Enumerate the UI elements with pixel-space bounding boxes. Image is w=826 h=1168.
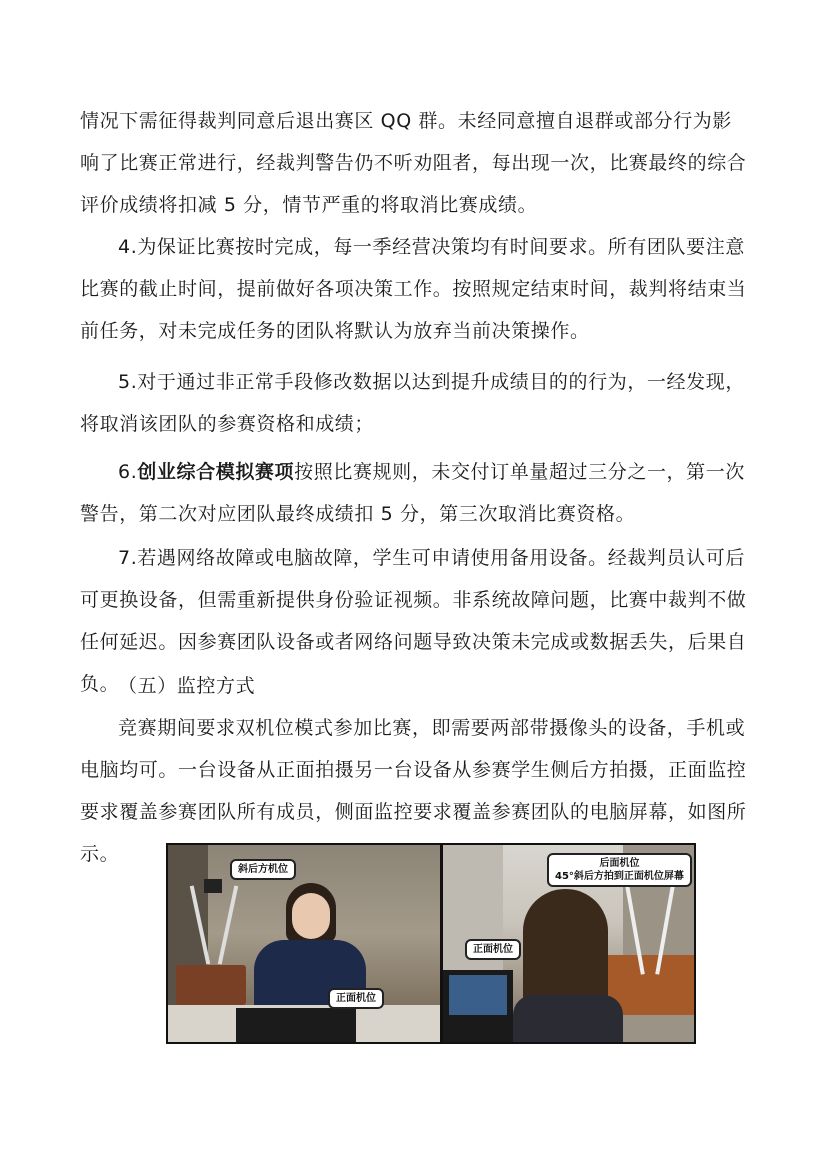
back-camera-label: 后面机位 [599,858,640,869]
front-camera-callout: 正面机位 [328,988,384,1009]
paragraph-equipment-failure: 7.若遇网络故障或电脑故障，学生可申请使用备用设备。经裁判员认可后可更换设备，但需重新提供身份验证视频。非系统故障问题，比赛中裁判不做任何延迟。因参赛团队设备或者网络问题导致决策未完成或数据丢失，后果自负。 [80,547,747,695]
event-name: 创业综合模拟赛项 [137,461,295,483]
paragraph-data-tampering: 5.对于通过非正常手段修改数据以达到提升成绩目的的行为，一经发现，将取消该团队的参赛资格和成绩； [80,371,745,435]
rear-camera-callout: 斜后方机位 [230,859,296,880]
front-camera-callout-right: 正面机位 [465,939,521,960]
section-heading-monitoring: （五）监控方式 [118,675,256,697]
paragraph-group-exit-rule: 情况下需征得裁判同意后退出赛区 QQ 群。未经同意擅自退群或部分行为影响了比赛正常进行，经裁判警告仍不听劝阻者，每出现一次，比赛最终的综合评价成绩将扣减 5 分，情节严重的将取消比赛成绩。 [80,110,747,216]
back-camera-note: 45°斜后方拍到正面机位屏幕 [555,871,684,882]
paragraph-dual-camera: 竞赛期间要求双机位模式参加比赛，即需要两部带摄像头的设备，手机或电脑均可。一台设备从正面拍摄另一台设备从参赛学生侧后方拍摄，正面监控要求覆盖参赛团队所有成员，侧面监控要求覆盖参赛团队的电脑屏幕，如图所示。 [80,717,747,865]
paragraph-time-requirement: 4.为保证比赛按时完成，每一季经营决策均有时间要求。所有团队要注意比赛的截止时间，提前做好各项决策工作。按照规定结束时间，裁判将结束当前任务，对未完成任务的团队将默认为放弃当前决策操作。 [80,236,747,342]
front-view-photo [168,845,440,1042]
item-number: 6. [118,461,138,483]
camera-setup-figure [166,843,696,1044]
paragraph-order-penalty [80,451,750,535]
side-view-photo [443,845,694,1042]
back-camera-callout [547,853,692,887]
penalty-text: 按照比赛规则，未交付订单量超过三分之一，第一次警告，第二次对应团队最终成绩扣 5 分，第三次取消比赛资格。 [80,461,745,525]
